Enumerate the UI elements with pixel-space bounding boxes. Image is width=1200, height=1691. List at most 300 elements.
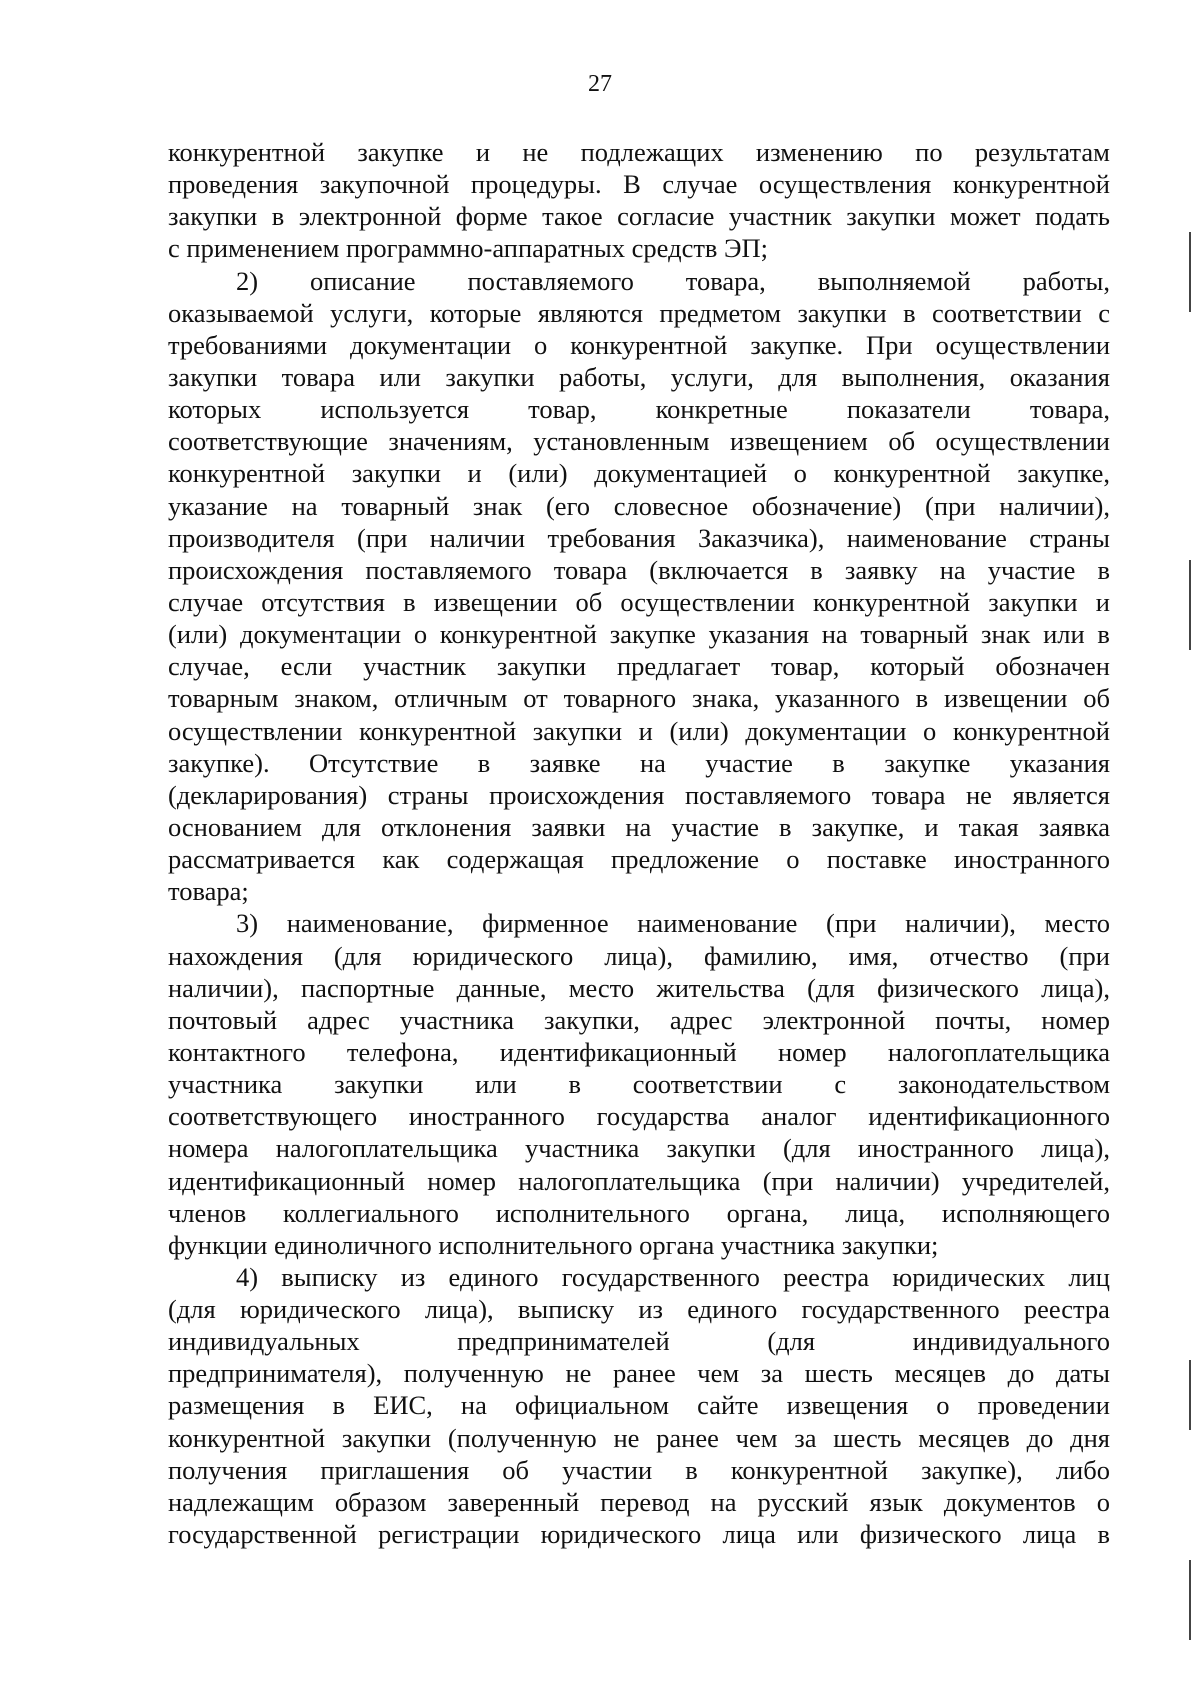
text-line: [168, 457, 1110, 489]
word: (для: [767, 1326, 816, 1357]
word: поставке: [826, 844, 927, 875]
word: адрес: [669, 1004, 733, 1035]
word: на: [710, 1486, 737, 1517]
word: такое: [542, 201, 603, 232]
word: в: [1097, 554, 1110, 585]
word: заявку: [844, 554, 918, 585]
text-line: [168, 136, 1110, 168]
word: В: [623, 169, 641, 200]
word: исполняющего: [941, 1197, 1110, 1228]
word: (включается: [649, 554, 789, 585]
word: физического: [859, 1519, 1002, 1550]
word: государственной: [168, 1519, 357, 1550]
word: закупке: [609, 619, 696, 650]
word: наличии),: [168, 972, 279, 1003]
word: исполнительного: [495, 1197, 690, 1228]
text-line: [168, 940, 1110, 972]
word: (для: [333, 940, 382, 971]
word: который: [870, 651, 965, 682]
word: работы,: [558, 361, 647, 392]
word: фамилию,: [703, 940, 818, 971]
word: в: [832, 747, 845, 778]
word: в: [779, 811, 792, 842]
word: законодательством: [897, 1069, 1110, 1100]
word: соответствующего: [168, 1101, 378, 1132]
word: государственного: [561, 1261, 760, 1292]
body-text: [168, 136, 1110, 1550]
scan-edge-mark: [1189, 232, 1191, 312]
word: почтовый: [168, 1004, 278, 1035]
word: закупки,: [544, 1004, 640, 1035]
word: услуги,: [330, 297, 414, 328]
word: может: [949, 201, 1021, 232]
word: результатам: [974, 137, 1110, 167]
word: участие: [987, 554, 1076, 585]
word: единого: [687, 1294, 778, 1325]
word: лица: [722, 1519, 776, 1550]
word: При: [866, 329, 913, 360]
text-line: [168, 265, 1110, 297]
word: товара: [281, 361, 356, 392]
text-line: [168, 1261, 1110, 1293]
word: налогоплательщика: [518, 1165, 741, 1196]
word: поставляемого: [467, 265, 634, 296]
text-line: [168, 618, 1110, 650]
word: которые: [429, 297, 522, 328]
word: участие: [705, 747, 793, 778]
word: конкурентной: [813, 586, 971, 617]
word: товар,: [771, 651, 840, 682]
word: товара,: [1029, 394, 1110, 425]
word: согласие: [617, 201, 715, 232]
word: закупки: [666, 1133, 756, 1164]
word: коллегиального: [283, 1197, 459, 1228]
word: в: [915, 683, 929, 714]
word: участник: [363, 651, 466, 682]
text-line: [168, 1004, 1110, 1036]
word: знак: [472, 490, 523, 521]
word: товар,: [528, 394, 597, 425]
word: является: [1012, 779, 1110, 810]
word: указания: [708, 619, 809, 650]
word: заявка: [1038, 811, 1110, 842]
word: закупки: [341, 1422, 432, 1453]
word: даты: [1055, 1358, 1110, 1389]
word: Заказчика),: [697, 522, 825, 553]
word: документации: [350, 329, 512, 360]
text-line: [168, 682, 1110, 714]
word: на: [460, 1390, 487, 1421]
word: чем: [697, 1358, 740, 1389]
word: основанием: [168, 811, 302, 842]
word: товарным: [168, 683, 279, 714]
word: аналог: [761, 1101, 837, 1132]
word: наличии),: [999, 490, 1110, 521]
word: выполнения,: [841, 361, 986, 392]
word: соответствии: [632, 1069, 783, 1100]
word: о: [413, 619, 428, 650]
word: о: [793, 458, 807, 489]
text-line: [168, 1100, 1110, 1132]
word: или: [475, 1069, 517, 1100]
word: (при: [762, 1165, 814, 1196]
word: закупочной: [319, 169, 450, 200]
text-line: [168, 522, 1110, 554]
word: дня: [1070, 1422, 1110, 1453]
word: производителя: [168, 522, 335, 553]
word: иностранного: [857, 1133, 1014, 1164]
word: извещением: [729, 426, 868, 457]
text-line: [168, 1325, 1110, 1357]
word: ЕИС,: [373, 1390, 433, 1421]
word: надлежащим: [168, 1486, 314, 1517]
word: конкурентной: [952, 715, 1110, 746]
word: физического: [877, 972, 1019, 1003]
word: требования: [547, 522, 676, 553]
text-line: [168, 1454, 1110, 1486]
text-line: [168, 1165, 1110, 1197]
text-line: [168, 393, 1110, 425]
word: выписку: [517, 1294, 615, 1325]
word: (полученную: [447, 1422, 597, 1453]
word: ранее: [656, 1422, 719, 1453]
word: (или): [508, 458, 568, 489]
word: закупки: [988, 586, 1078, 617]
word: в: [271, 201, 285, 232]
word: наличии),: [905, 908, 1016, 939]
word: работы,: [1022, 265, 1110, 296]
word: о: [534, 329, 548, 360]
word: индивидуальных: [168, 1326, 360, 1357]
word: до: [1026, 1422, 1054, 1453]
word: случае: [168, 586, 244, 617]
word: об: [1083, 683, 1110, 714]
word: электронной: [762, 1004, 906, 1035]
word: государства: [596, 1101, 730, 1132]
text-line: [168, 361, 1110, 393]
word: товара,: [685, 265, 766, 296]
word: услуги,: [670, 361, 754, 392]
word: предпринимателей: [457, 1326, 670, 1357]
word: заявки: [531, 811, 606, 842]
word: рассматривается: [168, 844, 356, 875]
word: закупке,: [811, 811, 905, 842]
word: официальном: [515, 1390, 669, 1421]
word: государственного: [801, 1294, 1000, 1325]
word: поставляемого: [365, 554, 532, 585]
text-line: [168, 168, 1110, 200]
word: (для: [782, 1133, 831, 1164]
word: в: [568, 1069, 581, 1100]
word: получения: [168, 1454, 288, 1485]
text-line: [168, 650, 1110, 682]
word: идентификационный: [499, 1036, 737, 1067]
word: за: [760, 1358, 783, 1389]
word: нахождения: [168, 940, 303, 971]
word: заявке: [529, 747, 601, 778]
word: предпринимателя),: [168, 1358, 383, 1389]
word: не: [965, 779, 992, 810]
word: документации: [240, 619, 402, 650]
word: месяцев: [918, 1422, 1010, 1453]
word: документацией: [594, 458, 768, 489]
word: конкурентной: [833, 458, 991, 489]
word: значениям,: [388, 426, 513, 457]
word: происхождения: [168, 554, 344, 585]
word: оказания: [1009, 361, 1110, 392]
word: фирменное: [482, 908, 609, 939]
word: об: [502, 1454, 529, 1485]
word: обозначение): [751, 490, 902, 521]
word: извещении: [433, 586, 558, 617]
word: закупке),: [921, 1454, 1023, 1485]
word: закупки: [846, 201, 936, 232]
word: в: [477, 747, 491, 778]
word: товара: [553, 554, 628, 585]
word: контактного: [168, 1036, 306, 1067]
scan-edge-mark: [1189, 1360, 1191, 1430]
word: (или): [168, 619, 228, 650]
word: отличным: [394, 683, 508, 714]
word: юридического: [239, 1294, 401, 1325]
word: на: [939, 554, 966, 585]
word: имя,: [848, 940, 899, 971]
word: наименование: [846, 522, 1007, 553]
word: соответствии: [932, 297, 1082, 328]
word: участник: [728, 201, 832, 232]
word: в: [903, 297, 916, 328]
word: (при: [826, 908, 877, 939]
word: об: [888, 426, 916, 457]
text-line: [168, 490, 1110, 522]
word: о: [786, 844, 800, 875]
word: осуществлении: [935, 426, 1110, 457]
word: страны: [1029, 522, 1110, 553]
text-line: [168, 779, 1110, 811]
word: шесть: [804, 1358, 873, 1389]
text-line: [168, 1293, 1110, 1325]
word: лица),: [424, 1294, 494, 1325]
word: выполняемой: [817, 265, 971, 296]
word: номер: [1041, 1004, 1110, 1035]
word: наименование,: [286, 908, 454, 939]
word: осуществлении: [935, 329, 1110, 360]
word: как: [382, 844, 420, 875]
word: закупки: [797, 297, 887, 328]
word: с: [834, 1069, 847, 1100]
word: электронной: [298, 201, 442, 232]
word: выписку: [281, 1261, 378, 1292]
word: участника: [525, 1133, 640, 1164]
word: наименование: [637, 908, 798, 939]
word: отчество: [929, 940, 1029, 971]
word: с: [1098, 297, 1110, 328]
word: иностранного: [953, 844, 1110, 875]
word: закупки: [445, 361, 535, 392]
word: о: [1096, 1486, 1110, 1517]
word: случае,: [168, 651, 250, 682]
word: используется: [320, 394, 470, 425]
word: (его: [545, 490, 591, 521]
word: реестра: [783, 1261, 870, 1292]
word: закупке: [884, 747, 971, 778]
word: 4): [236, 1261, 259, 1292]
text-line: [168, 1422, 1110, 1454]
word: закупке.: [750, 329, 844, 360]
word: требованиями: [168, 329, 328, 360]
word: указанного: [775, 683, 900, 714]
word: поставляемого: [684, 779, 852, 810]
word: о: [923, 715, 937, 746]
word: закупки: [334, 1069, 424, 1100]
word: предметом: [659, 297, 781, 328]
word: сайте: [697, 1390, 759, 1421]
word: знака,: [691, 683, 760, 714]
text-line: [168, 843, 1110, 875]
word: членов: [168, 1197, 247, 1228]
word: указание: [168, 490, 268, 521]
word: предложение: [611, 844, 760, 875]
word: закупки: [351, 458, 441, 489]
word: для: [778, 361, 818, 392]
word: (декларирования): [168, 779, 368, 810]
word: (для: [807, 972, 855, 1003]
word: товарного: [563, 683, 677, 714]
word: полученную: [403, 1358, 544, 1389]
word: лица),: [1041, 972, 1110, 1003]
word: в: [1097, 619, 1110, 650]
word: за: [794, 1422, 817, 1453]
word: налогоплательщика: [275, 1133, 498, 1164]
word: конкурентной: [439, 619, 597, 650]
word: товарный: [341, 490, 450, 521]
word: индивидуального: [912, 1326, 1110, 1357]
text-line: [168, 297, 1110, 329]
word: проведении: [977, 1390, 1110, 1421]
word: закупки: [168, 201, 258, 232]
word: и: [1095, 586, 1110, 617]
word: и: [638, 715, 653, 746]
word: форме: [455, 201, 528, 232]
word: закупке).: [168, 747, 270, 778]
word: жительства: [656, 972, 785, 1003]
word: место: [1044, 908, 1110, 939]
text-line: [168, 907, 1110, 939]
word: закупки: [532, 715, 623, 746]
word: не: [565, 1358, 592, 1389]
word: иностранного: [408, 1101, 565, 1132]
word: или: [1043, 619, 1085, 650]
word: участие: [671, 811, 759, 842]
word: предлагает: [616, 651, 741, 682]
text-line: [168, 747, 1110, 779]
word: русский: [757, 1486, 849, 1517]
scan-edge-mark: [1189, 1560, 1191, 1640]
word: содержащая: [446, 844, 584, 875]
word: в: [685, 1454, 698, 1485]
word: в: [810, 554, 823, 585]
word: единого: [448, 1261, 539, 1292]
word: закупке,: [1017, 458, 1110, 489]
word: (или): [669, 715, 729, 746]
word: или: [797, 1519, 839, 1550]
word: участника: [168, 1069, 283, 1100]
word: юридических: [892, 1261, 1046, 1292]
word: (для: [168, 1294, 216, 1325]
word: и: [475, 137, 491, 167]
word: язык: [869, 1486, 923, 1517]
word: подлежащих: [580, 137, 724, 167]
word: 3): [236, 908, 259, 939]
word: налогоплательщика: [887, 1036, 1110, 1067]
word: на: [639, 747, 666, 778]
text-line: функции единоличного исполнительного органа участника закупки;: [168, 1229, 939, 1260]
word: закупки: [168, 361, 258, 392]
word: документации: [745, 715, 907, 746]
word: которых: [168, 394, 262, 425]
word: закупки: [496, 651, 587, 682]
text-line: [168, 715, 1110, 747]
word: лица,: [845, 1197, 906, 1228]
word: конкурентной: [168, 137, 326, 167]
text-line: [168, 1518, 1110, 1550]
word: и: [467, 458, 482, 489]
word: конкурентной: [570, 329, 728, 360]
word: показатели: [846, 394, 971, 425]
word: товарный: [860, 619, 969, 650]
word: наличии: [429, 522, 526, 553]
word: для: [321, 811, 361, 842]
word: номер: [777, 1036, 847, 1067]
word: отклонения: [380, 811, 512, 842]
word: идентификационного: [868, 1101, 1110, 1132]
word: до: [1007, 1358, 1035, 1389]
word: или: [379, 361, 421, 392]
word: 2): [236, 265, 259, 296]
word: описание: [309, 265, 416, 296]
word: указания: [1009, 747, 1110, 778]
word: номера: [168, 1133, 249, 1164]
word: не: [522, 137, 549, 167]
word: проведения: [168, 169, 299, 200]
word: из: [400, 1261, 426, 1292]
word: место: [568, 972, 635, 1003]
word: (при: [356, 522, 408, 553]
word: либо: [1055, 1454, 1110, 1485]
text-line: с применением программно-аппаратных средств ЭП;: [168, 233, 769, 264]
word: адрес: [307, 1004, 370, 1035]
word: оказываемой: [168, 297, 314, 328]
word: конкурентной: [730, 1454, 888, 1485]
word: если: [280, 651, 333, 682]
word: словесное: [613, 490, 729, 521]
word: лица),: [604, 940, 673, 971]
word: реестра: [1023, 1294, 1110, 1325]
word: конкурентной: [168, 458, 326, 489]
word: органа,: [726, 1197, 809, 1228]
word: чем: [735, 1422, 778, 1453]
word: в: [332, 1390, 346, 1421]
word: о: [936, 1390, 950, 1421]
word: наличии): [835, 1165, 940, 1196]
word: телефона,: [346, 1036, 459, 1067]
word: такая: [958, 811, 1019, 842]
word: шесть: [833, 1422, 902, 1453]
word: идентификационный: [168, 1165, 405, 1196]
text-line: [168, 1389, 1110, 1421]
word: (при: [1059, 940, 1110, 971]
word: перевод: [600, 1486, 690, 1517]
